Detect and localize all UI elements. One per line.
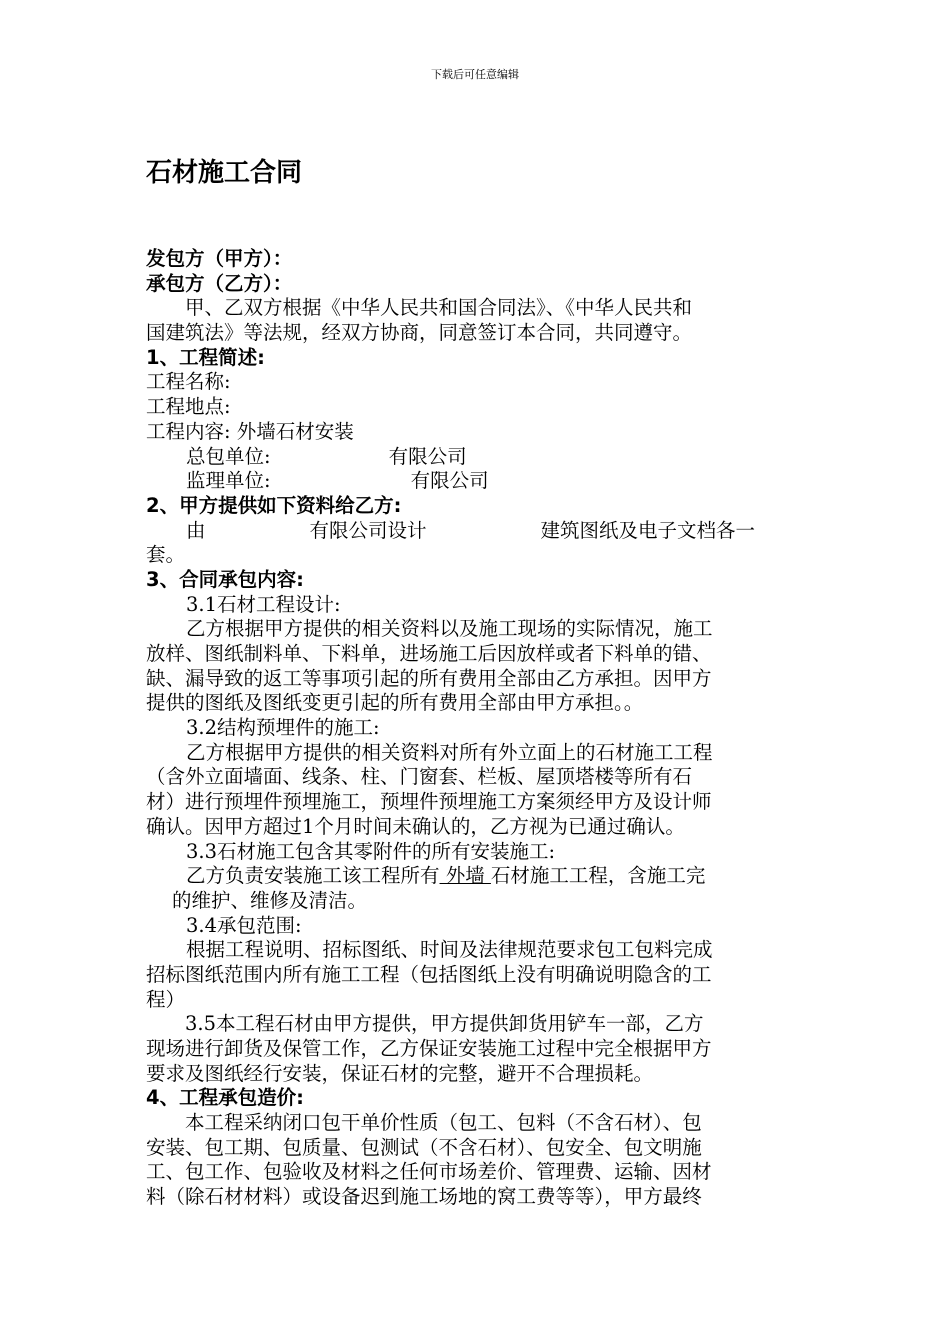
supervisor-row <box>146 469 806 494</box>
section-1-heading: 1、工程简述: <box>146 345 265 369</box>
section-4-line: 料（除石材材料）或设备迟到施工场地的窝工费等等），甲方最终 <box>146 1185 702 1209</box>
supervisor-value: 有限公司 <box>410 469 489 493</box>
contract-body <box>146 247 806 1210</box>
subsection-3-3-text: 石材施工工程，含施工完 <box>490 864 706 888</box>
subsection-3-5-line: 要求及图纸经行安装，保证石材的完整，避开不合理损耗。 <box>146 1061 654 1085</box>
subsection-3-2-line: 材）进行预埋件预埋施工，预埋件预埋施工方案须经甲方及设计师 <box>146 790 712 814</box>
section-2-line: 套。 <box>146 543 186 567</box>
section-2-text: 由 <box>186 518 206 542</box>
section-4-line: 本工程采纳闭口包干单价性质（包工、包料（不含石材）、包 <box>146 1111 702 1135</box>
subsection-3-4-line: 程） <box>146 987 186 1011</box>
party-a-label: 发包方（甲方）： <box>146 247 293 270</box>
general-contractor-value: 有限公司 <box>388 444 467 468</box>
subsection-3-3-line: 的维护、维修及清洁。 <box>172 888 368 912</box>
general-contractor-label: 总包单位: <box>186 444 271 468</box>
party-b-label: 承包方（乙方）： <box>146 271 293 295</box>
subsection-3-2-title: 3.2结构预埋件的施工: <box>186 716 380 740</box>
underlined-scope: 外墙 <box>439 864 491 888</box>
subsection-3-5-line: 现场进行卸货及保管工作，乙方保证安装施工过程中完全根据甲方 <box>146 1037 712 1060</box>
section-3-heading: 3、合同承包内容: <box>146 567 304 591</box>
header-note: 下载后可任意编辑 <box>431 68 519 81</box>
project-name-label: 工程名称: <box>146 370 231 394</box>
intro-line: 甲、乙双方根据《中华人民共和国合同法》、《中华人民共和 <box>146 296 693 320</box>
subsection-3-1-line: 乙方根据甲方提供的相关资料以及施工现场的实际情况，施工 <box>186 617 713 641</box>
section-4-line: 工、包工作、包验收及材料之任何市场差价、管理费、运输、因材 <box>146 1160 712 1184</box>
subsection-3-1-title: 3.1石材工程设计: <box>186 592 341 616</box>
document-title: 石材施工合同 <box>146 158 303 188</box>
subsection-3-5-line: 3.5本工程石材由甲方提供，甲方提供卸货用铲车一部，乙方 <box>146 1012 704 1036</box>
project-location-label: 工程地点: <box>146 395 231 419</box>
section-4-heading: 4、工程承包造价: <box>146 1086 304 1110</box>
supervisor-label: 监理单位: <box>186 469 271 493</box>
subsection-3-1-line: 缺、漏导致的返工等事项引起的所有费用全部由乙方承担。因甲方 <box>146 666 712 690</box>
section-4-line: 安装、包工期、包质量、包测试（不含石材）、包安全、包文明施 <box>146 1135 702 1159</box>
subsection-3-4-line: 招标图纸范围内所有施工工程（包括图纸上没有明确说明隐含的工 <box>146 962 712 986</box>
subsection-3-2-line: 乙方根据甲方提供的相关资料对所有外立面上的石材施工工程 <box>186 740 713 764</box>
section-2-line <box>146 519 806 544</box>
subsection-3-4-title: 3.4承包范围: <box>186 913 302 937</box>
section-2-text: 建筑图纸及电子文档各一 <box>540 518 756 542</box>
subsection-3-2-line: 确认。因甲方超过1个月时间未确认的，乙方视为已通过确认。 <box>146 814 685 838</box>
section-2-text: 有限公司设计 <box>309 518 427 542</box>
subsection-3-4-line: 根据工程说明、招标图纸、时间及法律规范要求包工包料完成 <box>186 938 713 962</box>
subsection-3-1-line: 提供的图纸及图纸变更引起的所有费用全部由甲方承担。。 <box>146 691 644 715</box>
subsection-3-2-line: （含外立面墙面、线条、柱、门窗套、栏板、屋顶塔楼等所有石 <box>146 765 693 789</box>
subsection-3-1-line: 放样、图纸制料单、下料单，进场施工后因放样或者下料单的错、 <box>146 642 712 665</box>
intro-line: 国建筑法》等法规，经双方协商，同意签订本合同，共同遵守。 <box>146 321 693 345</box>
subsection-3-3-line <box>146 864 806 889</box>
section-2-heading: 2、甲方提供如下资料给乙方: <box>146 493 402 517</box>
subsection-3-3-title: 3.3石材施工包含其零附件的所有安装施工: <box>186 839 556 863</box>
project-content: 工程内容: 外墙石材安装 <box>146 419 354 443</box>
general-contractor-row <box>146 445 806 470</box>
subsection-3-3-text: 乙方负责安装施工该工程所有 <box>186 864 440 888</box>
